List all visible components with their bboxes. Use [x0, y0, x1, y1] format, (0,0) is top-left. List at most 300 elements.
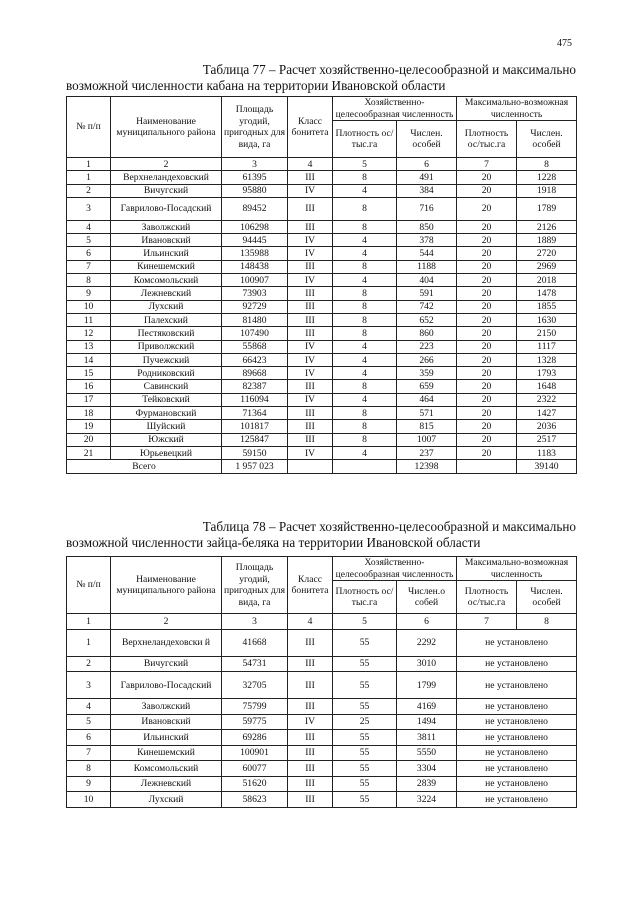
t77-cell-name: Шуйский	[111, 420, 222, 433]
t77-cell-name: Юрьевецкий	[111, 446, 222, 459]
t77-cell-c1: 359	[397, 367, 457, 380]
t78-cell-n: 5	[67, 714, 111, 730]
empty-cell	[457, 460, 517, 473]
t77-cell-cls: III	[288, 260, 333, 273]
t78-cell-name: Лухский	[111, 792, 222, 808]
t77-cell-name: Верхнеландеховский	[111, 171, 222, 184]
t78-cell-n: 8	[67, 761, 111, 777]
t78-cell-name: Верхнеландеховски й	[111, 629, 222, 656]
t77-cell-n: 2	[67, 184, 111, 197]
t78-cell-d1: 55	[333, 656, 397, 672]
colnum: 8	[517, 158, 577, 171]
t77-cell-d2: 20	[457, 260, 517, 273]
t77-cell-area: 125847	[222, 433, 288, 446]
t77-cell-name: Кинешемский	[111, 260, 222, 273]
table-row	[67, 730, 577, 746]
t78-cell-area: 59775	[222, 714, 288, 730]
t77-cell-name: Лежневский	[111, 287, 222, 300]
t77-total-area: 1 957 023	[222, 460, 288, 473]
t77-cell-d2: 20	[457, 197, 517, 220]
t77-total-row	[67, 460, 577, 473]
t77-cell-c2: 2036	[517, 420, 577, 433]
t78-cell-area: 75799	[222, 699, 288, 715]
table-row	[67, 380, 577, 393]
t77-cell-name: Заволжский	[111, 220, 222, 233]
t77-cell-d1: 4	[333, 393, 397, 406]
t77-cell-n: 13	[67, 340, 111, 353]
t77-cell-cls: IV	[288, 247, 333, 260]
t78-cell-n: 6	[67, 730, 111, 746]
table78	[66, 556, 577, 808]
t77-cell-d1: 4	[333, 340, 397, 353]
t78-cell-d1: 55	[333, 730, 397, 746]
t78-cell-not-set: не установлено	[457, 714, 577, 730]
table-row	[67, 629, 577, 656]
colnum: 6	[397, 614, 457, 630]
t78-cell-name: Ильинский	[111, 730, 222, 746]
t77-cell-name: Ивановский	[111, 234, 222, 247]
t77-cell-cls: III	[288, 197, 333, 220]
t77-cell-d2: 20	[457, 274, 517, 287]
t78-cell-d1: 55	[333, 761, 397, 777]
t77-cell-cls: III	[288, 300, 333, 313]
t77-cell-d1: 4	[333, 184, 397, 197]
t77-cell-d1: 8	[333, 220, 397, 233]
t77-cell-c2: 1630	[517, 313, 577, 326]
t77-cell-c2: 2126	[517, 220, 577, 233]
t78-cell-cls: III	[288, 745, 333, 761]
t78-cell-area: 32705	[222, 672, 288, 699]
t77-cell-cls: III	[288, 380, 333, 393]
t77-cell-d1: 8	[333, 260, 397, 273]
t77-cell-d1: 8	[333, 420, 397, 433]
t77-cell-c2: 1789	[517, 197, 577, 220]
t77-cell-area: 100907	[222, 274, 288, 287]
table-row	[67, 171, 577, 184]
t77-cell-cls: III	[288, 287, 333, 300]
t77-cell-d1: 8	[333, 300, 397, 313]
t77-cell-c1: 815	[397, 420, 457, 433]
t77-cell-n: 20	[67, 433, 111, 446]
colnum: 4	[288, 158, 333, 171]
t77-cell-d1: 4	[333, 446, 397, 459]
table-row	[67, 776, 577, 792]
t77-total-count1: 12398	[397, 460, 457, 473]
t78-cell-not-set: не установлено	[457, 745, 577, 761]
t78-cell-c1: 3304	[397, 761, 457, 777]
table-row	[67, 340, 577, 353]
t77-cell-cls: IV	[288, 393, 333, 406]
t77-colnum-row	[67, 158, 577, 171]
t77-cell-cls: III	[288, 420, 333, 433]
t77-cell-area: 81480	[222, 313, 288, 326]
t77-cell-area: 61395	[222, 171, 288, 184]
t77-cell-cls: III	[288, 313, 333, 326]
t77-cell-cls: IV	[288, 184, 333, 197]
table-row	[67, 446, 577, 459]
t77-header-num: № п/п	[67, 97, 111, 158]
t77-header-count1: Числен. особей	[397, 121, 457, 158]
t78-cell-d1: 55	[333, 776, 397, 792]
t78-cell-c1: 3224	[397, 792, 457, 808]
t78-header-class: Класс бонитета	[288, 557, 333, 614]
t77-cell-d1: 8	[333, 287, 397, 300]
t77-header-density2: Плотность ос/тыс.га	[457, 121, 517, 158]
t77-cell-n: 6	[67, 247, 111, 260]
t78-cell-cls: III	[288, 672, 333, 699]
t78-cell-n: 7	[67, 745, 111, 761]
t78-cell-area: 54731	[222, 656, 288, 672]
t77-cell-c2: 1328	[517, 353, 577, 366]
t77-cell-cls: III	[288, 407, 333, 420]
t77-cell-c1: 1188	[397, 260, 457, 273]
t78-cell-not-set: не установлено	[457, 672, 577, 699]
t77-cell-name: Тейковский	[111, 393, 222, 406]
t78-header-count2: Числен. особей	[517, 581, 577, 614]
colnum: 8	[517, 614, 577, 630]
table-row	[67, 327, 577, 340]
t77-cell-cls: III	[288, 220, 333, 233]
t77-cell-area: 94445	[222, 234, 288, 247]
table-row	[67, 699, 577, 715]
t78-cell-not-set: не установлено	[457, 699, 577, 715]
table-row	[67, 220, 577, 233]
t78-header-density1: Плотность ос/тыс.га	[333, 581, 397, 614]
t77-cell-c2: 2322	[517, 393, 577, 406]
t77-cell-cls: IV	[288, 234, 333, 247]
t77-cell-cls: III	[288, 327, 333, 340]
table78-title-line1: Таблица 78 – Расчет хозяйственно-целесообразной и максимально	[202, 519, 576, 534]
t78-cell-n: 1	[67, 629, 111, 656]
t77-cell-name: Приволжский	[111, 340, 222, 353]
t77-cell-d2: 20	[457, 300, 517, 313]
table-row	[67, 393, 577, 406]
t77-cell-n: 3	[67, 197, 111, 220]
t77-cell-n: 15	[67, 367, 111, 380]
t77-cell-c1: 378	[397, 234, 457, 247]
t77-cell-d2: 20	[457, 247, 517, 260]
t78-cell-area: 41668	[222, 629, 288, 656]
t77-cell-c2: 1889	[517, 234, 577, 247]
t78-header-num: № п/п	[67, 557, 111, 614]
t77-cell-n: 8	[67, 274, 111, 287]
t77-cell-area: 66423	[222, 353, 288, 366]
t78-cell-not-set: не установлено	[457, 730, 577, 746]
table-row	[67, 656, 577, 672]
t78-cell-cls: III	[288, 699, 333, 715]
table-row	[67, 407, 577, 420]
t78-header-area: Площадь угодий, пригодных для вида, га	[222, 557, 288, 614]
t77-cell-n: 14	[67, 353, 111, 366]
t77-cell-n: 9	[67, 287, 111, 300]
t77-cell-d2: 20	[457, 340, 517, 353]
t77-cell-name: Пестяковский	[111, 327, 222, 340]
t77-cell-c2: 1228	[517, 171, 577, 184]
t78-cell-area: 69286	[222, 730, 288, 746]
t78-cell-name: Вичугский	[111, 656, 222, 672]
t77-header-name: Наименование муниципального района	[111, 97, 222, 158]
t77-cell-c2: 2517	[517, 433, 577, 446]
t77-cell-d2: 20	[457, 446, 517, 459]
t78-cell-area: 58623	[222, 792, 288, 808]
t77-cell-c1: 591	[397, 287, 457, 300]
colnum: 2	[111, 614, 222, 630]
t78-cell-area: 60077	[222, 761, 288, 777]
t78-cell-cls: III	[288, 761, 333, 777]
t77-cell-d2: 20	[457, 287, 517, 300]
t77-cell-area: 59150	[222, 446, 288, 459]
table78-title-line2: возможной численности зайца-беляка на территории Ивановской области	[66, 535, 481, 550]
t77-cell-n: 18	[67, 407, 111, 420]
table-row	[67, 714, 577, 730]
t77-cell-area: 135988	[222, 247, 288, 260]
t77-cell-area: 148438	[222, 260, 288, 273]
t77-cell-name: Вичугский	[111, 184, 222, 197]
t78-cell-area: 51620	[222, 776, 288, 792]
page-number: 475	[557, 38, 572, 49]
t77-header-count2: Числен. особей	[517, 121, 577, 158]
t77-cell-d1: 8	[333, 313, 397, 326]
empty-cell	[288, 460, 333, 473]
t77-cell-n: 12	[67, 327, 111, 340]
t77-cell-area: 89668	[222, 367, 288, 380]
t77-cell-c1: 223	[397, 340, 457, 353]
t78-colnum-row	[67, 614, 577, 630]
t77-cell-c1: 384	[397, 184, 457, 197]
t77-cell-c2: 1918	[517, 184, 577, 197]
t77-cell-c2: 1478	[517, 287, 577, 300]
t78-cell-name: Комсомольский	[111, 761, 222, 777]
t77-cell-n: 19	[67, 420, 111, 433]
t77-cell-area: 89452	[222, 197, 288, 220]
t77-cell-d2: 20	[457, 171, 517, 184]
table-row	[67, 745, 577, 761]
t77-cell-name: Лухский	[111, 300, 222, 313]
colnum: 5	[333, 158, 397, 171]
t78-header-econ: Хозяйственно-целесообразная численность	[333, 557, 457, 581]
colnum: 5	[333, 614, 397, 630]
t78-cell-cls: III	[288, 629, 333, 656]
table-row	[67, 433, 577, 446]
table-row	[67, 300, 577, 313]
t77-cell-d1: 4	[333, 234, 397, 247]
t78-cell-c1: 1494	[397, 714, 457, 730]
t77-header-class: Класс бонитета	[288, 97, 333, 158]
t77-cell-area: 106298	[222, 220, 288, 233]
t78-cell-cls: III	[288, 730, 333, 746]
colnum: 1	[67, 614, 111, 630]
t77-cell-name: Родниковский	[111, 367, 222, 380]
t78-cell-cls: III	[288, 656, 333, 672]
t78-cell-n: 10	[67, 792, 111, 808]
colnum: 4	[288, 614, 333, 630]
t77-cell-c2: 1793	[517, 367, 577, 380]
t77-cell-c2: 2720	[517, 247, 577, 260]
t77-cell-cls: IV	[288, 353, 333, 366]
t78-cell-c1: 5550	[397, 745, 457, 761]
table-row	[67, 367, 577, 380]
t78-cell-d1: 55	[333, 699, 397, 715]
table-row	[67, 420, 577, 433]
t77-cell-c2: 1117	[517, 340, 577, 353]
t77-cell-area: 107490	[222, 327, 288, 340]
t77-cell-n: 16	[67, 380, 111, 393]
t77-cell-d2: 20	[457, 433, 517, 446]
t78-header-max: Максимально-возможная численность	[457, 557, 577, 581]
t77-cell-c1: 652	[397, 313, 457, 326]
t78-cell-c1: 2839	[397, 776, 457, 792]
t77-cell-d2: 20	[457, 393, 517, 406]
t77-cell-d1: 8	[333, 197, 397, 220]
table-row	[67, 313, 577, 326]
t77-cell-c2: 1855	[517, 300, 577, 313]
t78-cell-name: Гаврилово-Посадский	[111, 672, 222, 699]
t77-cell-d2: 20	[457, 420, 517, 433]
t77-cell-n: 21	[67, 446, 111, 459]
table-row	[67, 247, 577, 260]
t77-cell-c1: 742	[397, 300, 457, 313]
t77-cell-n: 10	[67, 300, 111, 313]
table77-title-line2: возможной численности кабана на территории Ивановской области	[66, 78, 446, 93]
t77-cell-area: 95880	[222, 184, 288, 197]
t77-cell-d2: 20	[457, 220, 517, 233]
t78-header-density2: Плотность ос/тыс.га	[457, 581, 517, 614]
t78-cell-n: 2	[67, 656, 111, 672]
t77-cell-n: 4	[67, 220, 111, 233]
t78-cell-cls: III	[288, 776, 333, 792]
t78-cell-c1: 1799	[397, 672, 457, 699]
t77-cell-c1: 1007	[397, 433, 457, 446]
t77-cell-cls: IV	[288, 446, 333, 459]
t77-cell-d2: 20	[457, 407, 517, 420]
t77-cell-name: Савинский	[111, 380, 222, 393]
table-row	[67, 197, 577, 220]
colnum: 6	[397, 158, 457, 171]
t77-cell-c1: 404	[397, 274, 457, 287]
t78-cell-n: 3	[67, 672, 111, 699]
t78-cell-d1: 55	[333, 672, 397, 699]
t77-cell-c2: 2150	[517, 327, 577, 340]
t77-header-econ: Хозяйственно-целесообразная численность	[333, 97, 457, 121]
t77-cell-cls: III	[288, 433, 333, 446]
t78-cell-n: 4	[67, 699, 111, 715]
t78-cell-not-set: не установлено	[457, 629, 577, 656]
t78-cell-name: Лежневский	[111, 776, 222, 792]
t78-cell-cls: III	[288, 792, 333, 808]
t77-cell-c2: 2018	[517, 274, 577, 287]
t77-cell-name: Комсомольский	[111, 274, 222, 287]
t77-cell-n: 1	[67, 171, 111, 184]
table-row	[67, 672, 577, 699]
t77-header-max: Максимально-возможная численность	[457, 97, 577, 121]
table-row	[67, 184, 577, 197]
table-row	[67, 234, 577, 247]
t77-cell-c1: 491	[397, 171, 457, 184]
t77-cell-d1: 4	[333, 247, 397, 260]
t77-cell-c2: 1183	[517, 446, 577, 459]
t77-cell-d1: 8	[333, 407, 397, 420]
t77-cell-d2: 20	[457, 184, 517, 197]
table-row	[67, 260, 577, 273]
t78-cell-d1: 55	[333, 745, 397, 761]
table77	[66, 96, 577, 474]
t77-cell-area: 101817	[222, 420, 288, 433]
t78-cell-c1: 4169	[397, 699, 457, 715]
table-row	[67, 761, 577, 777]
table-row	[67, 792, 577, 808]
colnum: 2	[111, 158, 222, 171]
t77-cell-d2: 20	[457, 353, 517, 366]
t77-header-area: Площадь угодий, пригодных для вида, га	[222, 97, 288, 158]
t77-cell-c1: 237	[397, 446, 457, 459]
t77-cell-c1: 659	[397, 380, 457, 393]
t78-cell-name: Ивановский	[111, 714, 222, 730]
t77-cell-c1: 266	[397, 353, 457, 366]
t77-cell-d1: 8	[333, 171, 397, 184]
colnum: 3	[222, 158, 288, 171]
t77-cell-c1: 464	[397, 393, 457, 406]
t77-cell-name: Ильинский	[111, 247, 222, 260]
t77-cell-n: 7	[67, 260, 111, 273]
t77-cell-n: 11	[67, 313, 111, 326]
t78-cell-d1: 55	[333, 792, 397, 808]
t78-cell-d1: 55	[333, 629, 397, 656]
t77-cell-d2: 20	[457, 367, 517, 380]
table77-title-line1: Таблица 77 – Расчет хозяйственно-целесообразной и максимально	[202, 62, 576, 77]
t78-cell-not-set: не установлено	[457, 761, 577, 777]
t78-header-name: Наименование муниципального района	[111, 557, 222, 614]
t77-cell-area: 116094	[222, 393, 288, 406]
t78-cell-not-set: не установлено	[457, 792, 577, 808]
t77-cell-name: Южский	[111, 433, 222, 446]
t77-cell-c1: 716	[397, 197, 457, 220]
empty-cell	[333, 460, 397, 473]
t77-cell-c2: 2969	[517, 260, 577, 273]
t77-cell-d2: 20	[457, 380, 517, 393]
t77-cell-d2: 20	[457, 234, 517, 247]
t78-cell-c1: 2292	[397, 629, 457, 656]
t77-total-label: Всего	[67, 460, 222, 473]
t77-cell-name: Палехский	[111, 313, 222, 326]
t77-cell-cls: IV	[288, 274, 333, 287]
t77-cell-d2: 20	[457, 327, 517, 340]
table-row	[67, 353, 577, 366]
t77-cell-c2: 1427	[517, 407, 577, 420]
table-row	[67, 287, 577, 300]
t77-cell-n: 5	[67, 234, 111, 247]
t78-cell-not-set: не установлено	[457, 776, 577, 792]
table77-title	[66, 62, 576, 94]
t77-cell-d1: 4	[333, 353, 397, 366]
t77-cell-cls: IV	[288, 340, 333, 353]
t77-cell-area: 73903	[222, 287, 288, 300]
t78-cell-cls: IV	[288, 714, 333, 730]
colnum: 3	[222, 614, 288, 630]
t77-cell-d2: 20	[457, 313, 517, 326]
t78-cell-c1: 3811	[397, 730, 457, 746]
t77-cell-name: Пучежский	[111, 353, 222, 366]
t77-cell-area: 82387	[222, 380, 288, 393]
t77-cell-cls: III	[288, 171, 333, 184]
t77-cell-area: 71364	[222, 407, 288, 420]
t78-cell-n: 9	[67, 776, 111, 792]
t77-cell-d1: 8	[333, 433, 397, 446]
t78-header-count1: Числен.о собей	[397, 581, 457, 614]
t77-cell-c1: 544	[397, 247, 457, 260]
t77-cell-name: Гаврилово-Посадский	[111, 197, 222, 220]
table-row	[67, 274, 577, 287]
t77-cell-n: 17	[67, 393, 111, 406]
